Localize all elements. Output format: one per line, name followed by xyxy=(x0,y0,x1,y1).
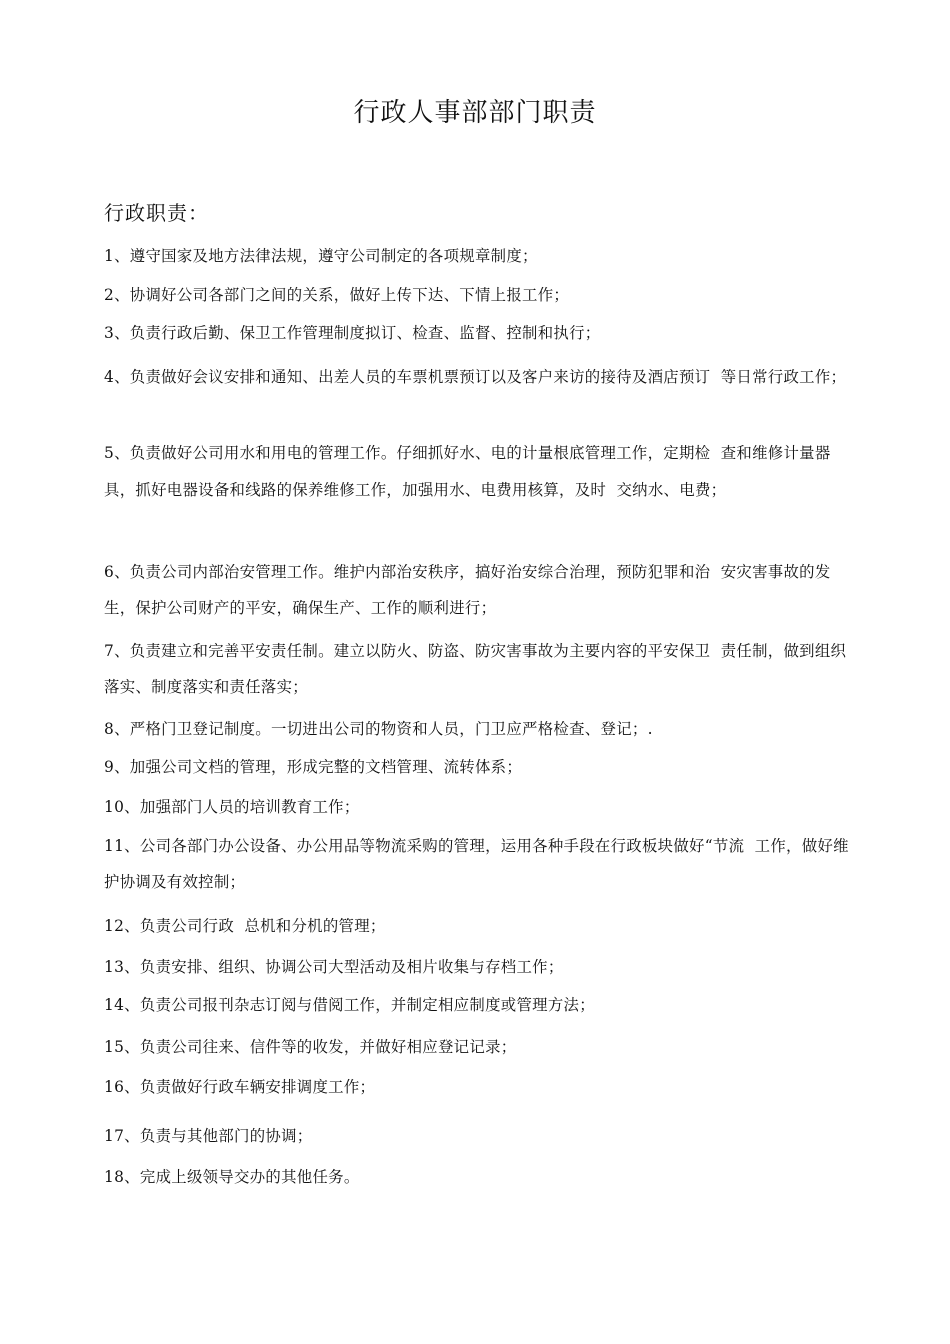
section-heading: 行政职责： xyxy=(104,201,209,225)
list-item: 8、严格门卫登记制度。一切进出公司的物资和人员，门卫应严格检查、登记；. xyxy=(104,720,653,738)
list-item: 2、协调好公司各部门之间的关系，做好上传下达、下情上报工作； xyxy=(104,286,570,304)
document-title: 行政人事部部门职责 xyxy=(353,98,597,128)
list-item: 5、负责做好公司用水和用电的管理工作。仔细抓好水、电的计量根底管理工作，定期检 查和维修计量器具，抓好电器设备和线路的保养维修工作，加强用水、电费用核算，及时 交纳水、电费； xyxy=(104,444,831,499)
list-item: 13、负责安排、组织、协调公司大型活动及相片收集与存档工作； xyxy=(104,958,564,976)
list-item: 18、完成上级领导交办的其他任务。 xyxy=(104,1168,360,1186)
list-item: 4、负责做好会议安排和通知、出差人员的车票机票预订以及客户来访的接待及酒店预订 等日常行政工作； xyxy=(104,368,847,386)
list-item: 1、遵守国家及地方法律法规，遵守公司制定的各项规章制度； xyxy=(104,247,538,265)
list-item: 17、负责与其他部门的协调； xyxy=(104,1127,313,1145)
list-item: 15、负责公司往来、信件等的收发，并做好相应登记记录； xyxy=(104,1038,517,1056)
list-item: 12、负责公司行政 总机和分机的管理； xyxy=(104,917,386,935)
list-item: 3、负责行政后勤、保卫工作管理制度拟订、检查、监督、控制和执行； xyxy=(104,324,601,342)
list-item: 10、加强部门人员的培训教育工作； xyxy=(104,798,360,816)
list-item: 7、负责建立和完善平安责任制。建立以防火、防盗、防灾害事故为主要内容的平安保卫 责任制，做到组织落实、制度落实和责任落实； xyxy=(104,642,847,696)
list-item: 9、加强公司文档的管理，形成完整的文档管理、流转体系； xyxy=(104,758,523,776)
list-item: 16、负责做好行政车辆安排调度工作； xyxy=(104,1078,376,1096)
list-item: 14、负责公司报刊杂志订阅与借阅工作，并制定相应制度或管理方法； xyxy=(104,996,595,1014)
list-item: 6、负责公司内部治安管理工作。维护内部治安秩序，搞好治安综合治理，预防犯罪和治 安灾害事故的发生，保护公司财产的平安，确保生产、工作的顺利进行； xyxy=(104,563,831,617)
list-item: 11、公司各部门办公设备、办公用品等物流采购的管理，运用各种手段在行政板块做好“节流 工作，做好维护协调及有效控制； xyxy=(104,837,849,891)
